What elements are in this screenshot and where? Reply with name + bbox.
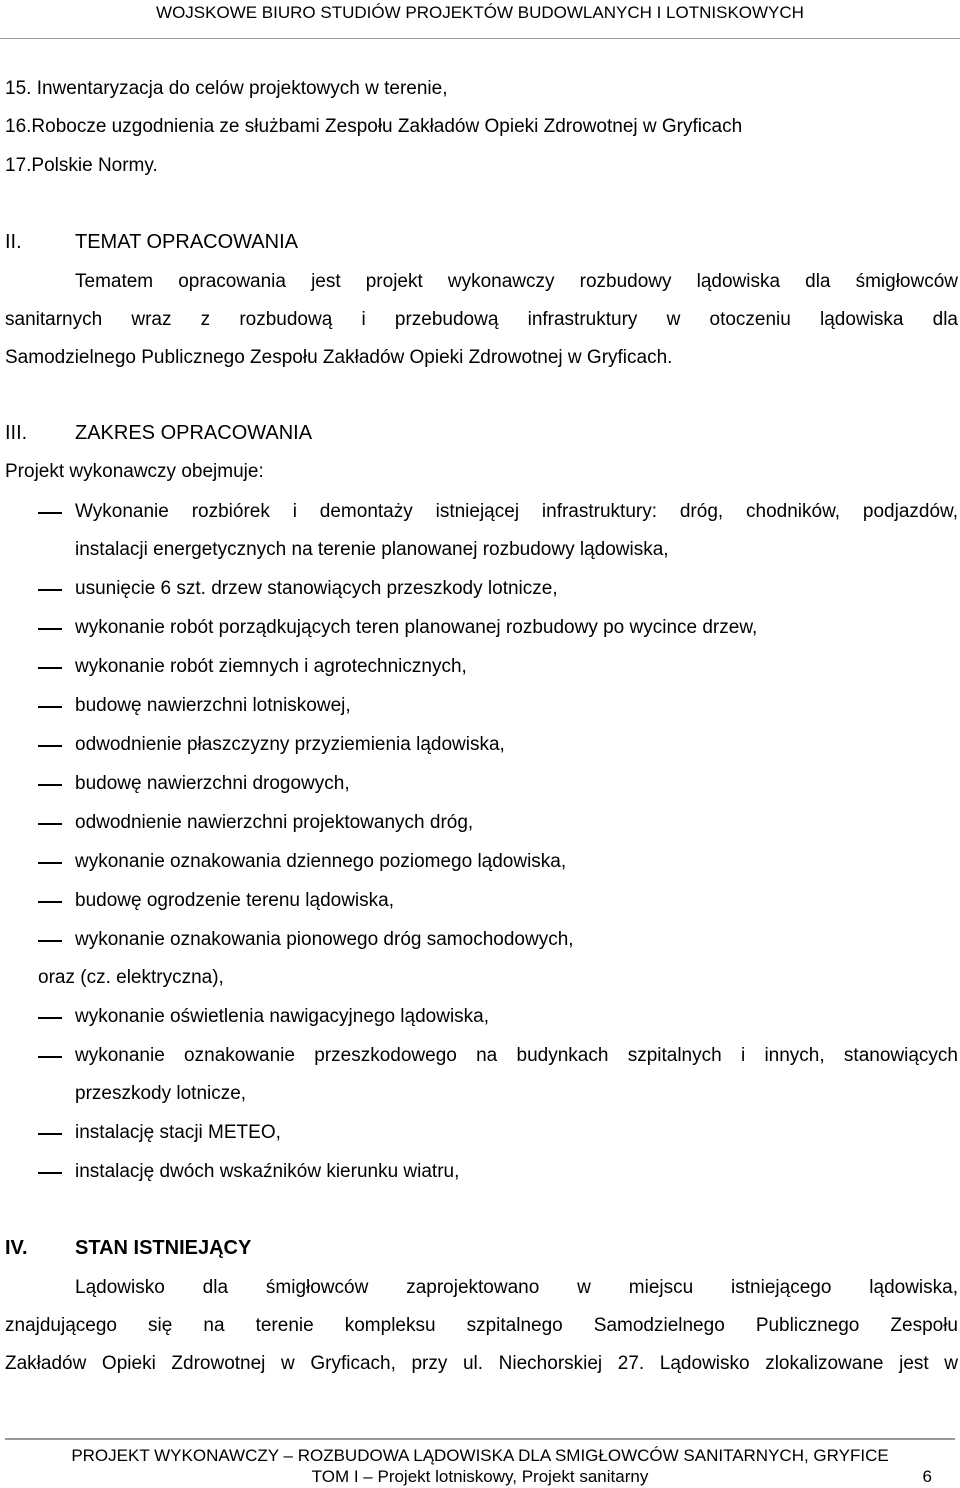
paragraph-line: Samodzielnego Publicznego Zespołu Zakładów Opieki Zdrowotnej w Gryficach. (5, 347, 673, 368)
dash-bullet (38, 1056, 62, 1058)
dash-bullet (38, 1172, 62, 1174)
paragraph-line: oraz (cz. elektryczna), (38, 967, 224, 988)
list-item-text: wykonanie oznakowania pionowego dróg samochodowych, (75, 929, 574, 950)
dash-bullet (38, 512, 62, 514)
dash-bullet (38, 1017, 62, 1019)
list-item-text: budowę nawierzchni lotniskowej, (75, 695, 351, 716)
list-item-text: wykonanie oświetlenia nawigacyjnego lądowiska, (75, 1006, 490, 1027)
paragraph-line: znajdującego się na terenie kompleksu szpitalnego Samodzielnego Publicznego Zespołu (5, 1315, 958, 1336)
section-number: IV. (5, 1237, 28, 1259)
header-title: WOJSKOWE BIURO STUDIÓW PROJEKTÓW BUDOWLANYCH I LOTNISKOWYCH (156, 3, 804, 22)
section-title: TEMAT OPRACOWANIA (75, 231, 298, 253)
section-heading (5, 1236, 251, 1260)
paragraph-line: sanitarnych wraz z rozbudową i przebudową infrastruktury w otoczeniu lądowiska dla (5, 309, 958, 330)
dash-bullet (38, 862, 62, 864)
page-number: 6 (922, 1467, 932, 1486)
section-number: III. (5, 422, 28, 444)
section-heading (5, 421, 312, 445)
paragraph-line: Tematem opracowania jest projekt wykonawczy rozbudowy lądowiska dla śmigłowców (75, 271, 958, 292)
dash-bullet (38, 745, 62, 747)
list-item-text: usunięcie 6 szt. drzew stanowiących przeszkody lotnicze, (75, 578, 558, 599)
section-number: II. (5, 231, 22, 253)
dash-bullet (38, 706, 62, 708)
footer-title: PROJEKT WYKONAWCZY – ROZBUDOWA LĄDOWISKA DLA SMIGŁOWCÓW SANITARNYCH, GRYFICE (71, 1446, 889, 1465)
list-item: 17.Polskie Normy. (5, 155, 158, 176)
paragraph-line: Projekt wykonawczy obejmuje: (5, 461, 264, 482)
page-header (0, 0, 960, 39)
list-item-text: instalację dwóch wskaźników kierunku wiatru, (75, 1161, 460, 1182)
list-item: 15. Inwentaryzacja do celów projektowych w terenie, (5, 78, 448, 99)
dash-bullet (38, 589, 62, 591)
paragraph-line: Zakładów Opieki Zdrowotnej w Gryficach, przy ul. Niechorskiej 27. Lądowisko zlokalizowane jest w (5, 1353, 958, 1374)
footer-subtitle: TOM I – Projekt lotniskowy, Projekt sanitarny (311, 1467, 649, 1486)
list-item-text: wykonanie oznakowania dziennego poziomego lądowiska, (75, 851, 567, 872)
list-item: 16.Robocze uzgodnienia ze służbami Zespołu Zakładów Opieki Zdrowotnej w Gryficach (5, 116, 743, 137)
list-item-text: Wykonanie rozbiórek i demontaży istniejącej infrastruktury: dróg, chodników, podjazdów, (75, 501, 958, 522)
dash-bullet (38, 901, 62, 903)
footer-divider (5, 1438, 955, 1440)
dash-bullet (38, 667, 62, 669)
section-title: ZAKRES OPRACOWANIA (75, 422, 313, 444)
list-item-text: budowę ogrodzenie terenu lądowiska, (75, 890, 394, 911)
dash-bullet (38, 784, 62, 786)
dash-bullet (38, 940, 62, 942)
list-item-text: wykonanie robót ziemnych i agrotechnicznych, (75, 656, 467, 677)
dash-bullet (38, 823, 62, 825)
dash-bullet (38, 1133, 62, 1135)
section-heading (5, 230, 298, 254)
section-title: STAN ISTNIEJĄCY (75, 1237, 252, 1259)
list-item-text: odwodnienie płaszczyzny przyziemienia lądowiska, (75, 734, 505, 755)
paragraph-line: Lądowisko dla śmigłowców zaprojektowano w miejscu istniejącego lądowiska, (75, 1277, 958, 1298)
list-item-text: wykonanie robót porządkujących teren planowanej rozbudowy po wycince drzew, (75, 617, 758, 638)
list-item-text: instalacji energetycznych na terenie planowanej rozbudowy lądowiska, (75, 539, 669, 560)
list-item-text: instalację stacji METEO, (75, 1122, 281, 1143)
list-item-text: odwodnienie nawierzchni projektowanych dróg, (75, 812, 474, 833)
list-item-text: przeszkody lotnicze, (75, 1083, 247, 1104)
list-item-text: wykonanie oznakowanie przeszkodowego na budynkach szpitalnych i innych, stanowiących (75, 1045, 958, 1066)
dash-bullet (38, 628, 62, 630)
list-item-text: budowę nawierzchni drogowych, (75, 773, 350, 794)
